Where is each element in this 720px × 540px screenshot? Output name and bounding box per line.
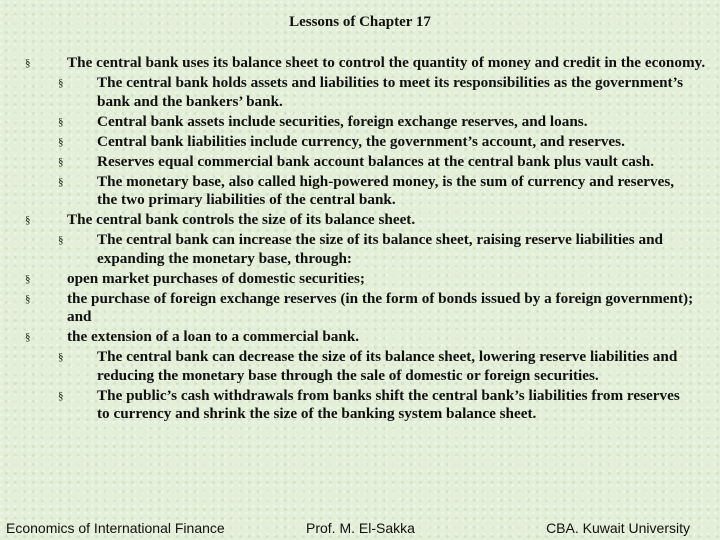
bullet-text: The monetary base, also called high-powered money, is the sum of currency and reserves, the two primary liabilities of the central bank. bbox=[97, 172, 675, 208]
bullet-text: The central bank controls the size of its balance sheet. bbox=[67, 211, 416, 228]
bullet-icon: § bbox=[25, 214, 31, 226]
footer-author: Prof. M. El-Sakka bbox=[306, 520, 415, 536]
bullet-item bbox=[0, 231, 720, 268]
bullet-item bbox=[0, 133, 720, 152]
bullet-list bbox=[0, 54, 720, 425]
bullet-item bbox=[0, 54, 720, 73]
bullet-text: The central bank uses its balance sheet to control the quantity of money and credit in the economy. bbox=[67, 54, 706, 71]
bullet-icon: § bbox=[58, 234, 64, 246]
bullet-icon: § bbox=[58, 115, 64, 128]
footer-course: Economics of International Finance bbox=[6, 520, 225, 536]
bullet-text: The public’s cash withdrawals from banks shift the central bank’s liabilities from reserves to currency and shrink the size of the banking system balance sheet. bbox=[97, 386, 680, 422]
bullet-icon: § bbox=[58, 351, 64, 363]
bullet-text: open market purchases of domestic securities; bbox=[67, 269, 365, 287]
bullet-icon: § bbox=[58, 175, 64, 188]
bullet-icon: § bbox=[25, 331, 31, 343]
bullet-icon: § bbox=[25, 292, 31, 305]
bullet-icon: § bbox=[25, 272, 31, 285]
bullet-item bbox=[0, 328, 720, 347]
bullet-icon: § bbox=[58, 135, 64, 148]
bullet-icon: § bbox=[58, 155, 64, 168]
bullet-icon: § bbox=[58, 77, 64, 89]
bullet-text: The central bank can decrease the size of its balance sheet, lowering reserve liabilities and reducing the monetary base through the sale of domestic or foreign securities. bbox=[97, 348, 678, 384]
bullet-text: The central bank can increase the size of its balance sheet, raising reserve liabilities and expanding the monetary base, through: bbox=[97, 231, 663, 267]
bullet-text: Central bank assets include securities, foreign exchange reserves, and loans. bbox=[97, 112, 588, 130]
bullet-text: Reserves equal commercial bank account balances at the central bank plus vault cash. bbox=[97, 152, 655, 170]
bullet-item bbox=[0, 290, 720, 327]
bullet-item bbox=[0, 387, 720, 424]
bullet-item bbox=[0, 348, 720, 385]
bullet-item bbox=[0, 153, 720, 172]
bullet-text: the purchase of foreign exchange reserves (in the form of bonds issued by a foreign government); and bbox=[67, 289, 694, 325]
footer-institution: CBA. Kuwait University bbox=[546, 520, 690, 536]
bullet-text: The central bank holds assets and liabilities to meet its responsibilities as the government’s bank and the bankers’ bank. bbox=[97, 74, 684, 110]
bullet-icon: § bbox=[25, 57, 31, 69]
bullet-item bbox=[0, 74, 720, 111]
bullet-item bbox=[0, 173, 720, 210]
slide-title: Lessons of Chapter 17 bbox=[289, 14, 431, 30]
bullet-text: Central bank liabilities include currency, the government’s account, and reserves. bbox=[97, 132, 625, 150]
bullet-item bbox=[0, 270, 720, 289]
bullet-text: the extension of a loan to a commercial bank. bbox=[67, 328, 360, 345]
bullet-icon: § bbox=[58, 389, 64, 402]
footer bbox=[0, 517, 720, 540]
bullet-item bbox=[0, 211, 720, 230]
bullet-item bbox=[0, 113, 720, 132]
